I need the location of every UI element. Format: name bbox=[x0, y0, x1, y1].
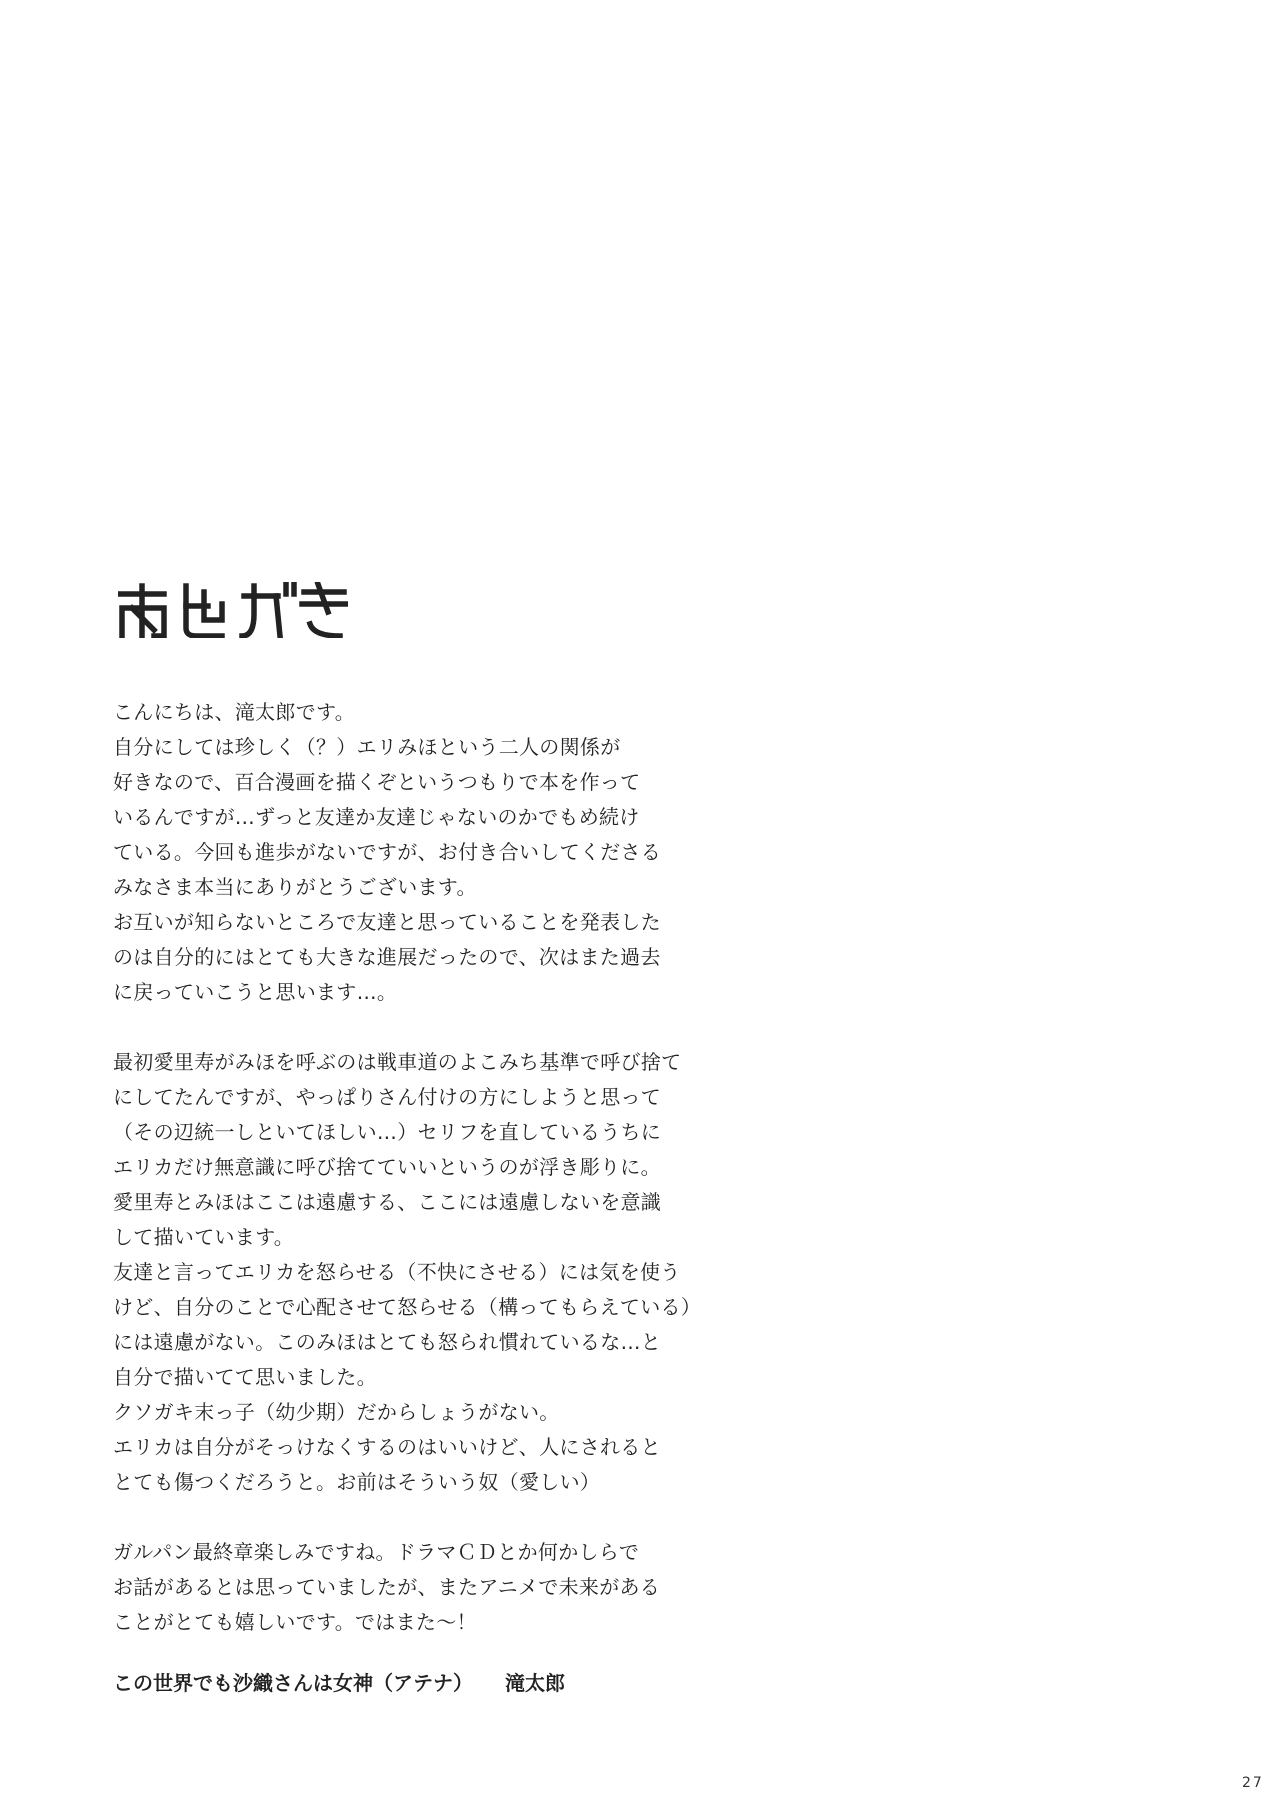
text-line: ガルパン最終章楽しみですね。ドラマＣＤとか何かしらで bbox=[113, 1540, 640, 1564]
text-line: ことがとても嬉しいです。ではまた～！ bbox=[113, 1610, 477, 1634]
text-line: エリカは自分がそっけなくするのはいいけど、人にされると bbox=[113, 1435, 661, 1459]
text-line: クソガキ末っ子（幼少期）だからしょうがない。 bbox=[113, 1400, 560, 1424]
text-line: 好きなので、百合漫画を描くぞというつもりで本を作って bbox=[113, 770, 641, 794]
text-line: 自分にしては珍しく（？）エリみほという二人の関係が bbox=[113, 735, 621, 759]
signature-author: 滝太郎 bbox=[505, 1671, 565, 1695]
text-line: には遠慮がない。このみほはとても怒られ慣れているな…と bbox=[113, 1330, 662, 1354]
afterword-body bbox=[113, 695, 833, 1640]
text-line: ている。今回も進歩がないですが、お付き合いしてくださる bbox=[113, 840, 662, 864]
text-line: のは自分的にはとても大きな進展だったので、次はまた過去 bbox=[113, 945, 661, 969]
text-line: みなさま本当にありがとうございます。 bbox=[113, 875, 477, 899]
afterword-heading-lettering bbox=[118, 582, 348, 638]
paragraph-gap bbox=[113, 1010, 833, 1045]
text-line: 自分で描いてて思いました。 bbox=[113, 1365, 377, 1389]
paragraph bbox=[113, 1045, 833, 1500]
signature bbox=[113, 1667, 565, 1696]
text-line: けど、自分のことで心配させて怒らせる（構ってもらえている） bbox=[113, 1295, 702, 1319]
text-line: エリカだけ無意識に呼び捨てていいというのが浮き彫りに。 bbox=[113, 1155, 661, 1179]
text-line: お互いが知らないところで友達と思っていることを発表した bbox=[113, 910, 661, 934]
signature-text: この世界でも沙織さんは女神（アテナ） bbox=[113, 1671, 473, 1695]
page-number: 27 bbox=[1242, 1775, 1264, 1791]
text-line: いるんですが…ずっと友達か友達じゃないのかでもめ続け bbox=[113, 805, 640, 829]
text-line: 友達と言ってエリカを怒らせる（不快にさせる）には気を使う bbox=[113, 1260, 681, 1284]
text-line: 愛里寿とみほはここは遠慮する、ここには遠慮しないを意識 bbox=[113, 1190, 662, 1214]
paragraph bbox=[113, 695, 833, 1010]
text-line: 最初愛里寿がみほを呼ぶのは戦車道のよこみち基準で呼び捨て bbox=[113, 1050, 682, 1074]
text-line: こんにちは、滝太郎です。 bbox=[113, 700, 355, 724]
text-line: して描いています。 bbox=[113, 1225, 295, 1249]
paragraph bbox=[113, 1535, 833, 1640]
afterword-heading-logo bbox=[118, 582, 348, 638]
text-line: に戻っていこうと思います…。 bbox=[113, 980, 398, 1004]
text-line: とても傷つくだろうと。お前はそういう奴（愛しい） bbox=[113, 1470, 601, 1494]
paragraph-gap bbox=[113, 1500, 833, 1535]
text-line: （その辺統一しといてほしい…）セリフを直しているうちに bbox=[113, 1120, 662, 1144]
text-line: にしてたんですが、やっぱりさん付けの方にしようと思って bbox=[113, 1085, 662, 1109]
text-line: お話があるとは思っていましたが、またアニメで未来がある bbox=[113, 1575, 661, 1599]
